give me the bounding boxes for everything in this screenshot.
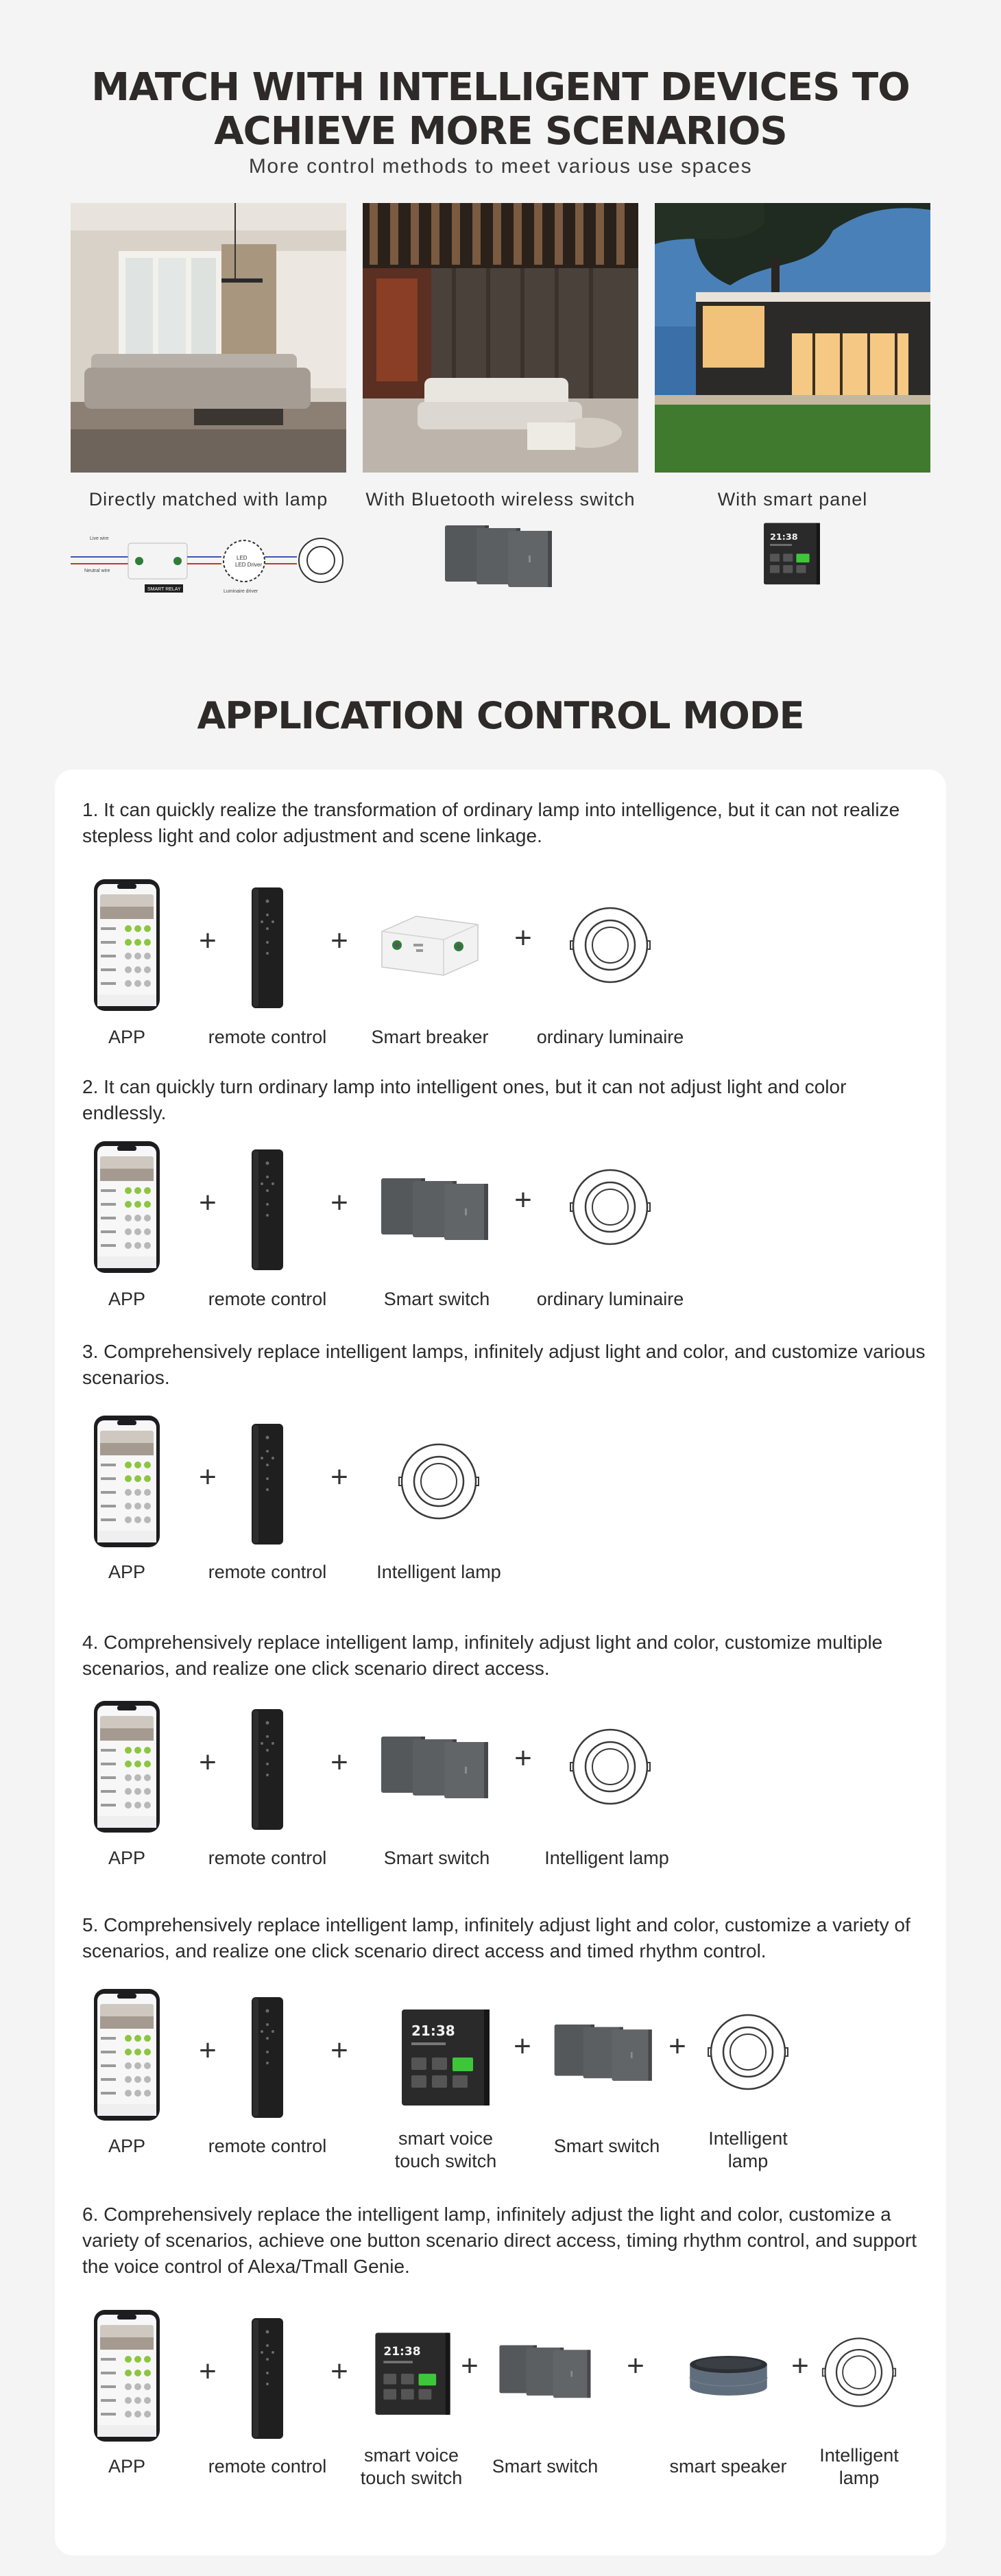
smart-panel-icon — [761, 521, 823, 587]
downlight-icon — [707, 2011, 789, 2093]
application-card — [55, 770, 946, 2555]
smart-switch-icon — [442, 521, 559, 590]
smart-panel-icon — [372, 2330, 454, 2418]
smart-switch-icon — [497, 2341, 596, 2400]
mode-4-remote-label: remote control — [208, 1848, 327, 1868]
mode-6-app-label: APP — [108, 2456, 146, 2477]
phone-app-icon — [93, 878, 161, 1012]
mode-4-app-label: APP — [108, 1848, 146, 1868]
mode-1-app-label: APP — [108, 1027, 146, 1047]
plus-sign: + — [199, 924, 217, 957]
mode-2-app — [93, 1140, 161, 1274]
mode-2-remote-label: remote control — [208, 1289, 327, 1309]
remote-control-icon — [250, 886, 285, 1010]
phone-app-icon — [93, 2309, 161, 2443]
smart-breaker-icon — [375, 904, 485, 979]
mode-1-remote-label: remote control — [208, 1027, 327, 1047]
plus-sign: + — [514, 1183, 532, 1217]
smart-panel-image — [761, 521, 823, 587]
plus-sign: + — [199, 1460, 217, 1494]
downlight-icon — [821, 2335, 897, 2410]
mode-6-panel — [372, 2330, 454, 2418]
scenario-caption-bluetooth: With Bluetooth wireless switch — [365, 489, 636, 510]
mode-1-remote — [250, 886, 285, 1010]
mode-5-remote — [250, 1996, 285, 2119]
remote-control-icon — [250, 2317, 285, 2440]
mode-6-speaker-label: smart speaker — [669, 2456, 787, 2477]
plus-sign: + — [514, 921, 532, 955]
mode-3-remote-label: remote control — [208, 1562, 327, 1582]
mode-1-lamp-label: ordinary luminaire — [536, 1027, 684, 1047]
smart-relay-label: SMART RELAY — [147, 587, 181, 592]
phone-app-icon — [93, 1988, 161, 2122]
mode-5-remote-label: remote control — [208, 2136, 327, 2156]
mode-3-remote — [250, 1422, 285, 1546]
mode-3-lamp-label: Intelligent lamp — [376, 1562, 501, 1582]
mode-1-breaker — [375, 904, 485, 979]
mode-6-speaker — [686, 2351, 771, 2400]
page-subtitle: More control methods to meet various use spaces — [248, 155, 753, 178]
plus-sign: + — [330, 1460, 348, 1494]
mode-2-switch-label: Smart switch — [383, 1289, 490, 1309]
smart-panel-icon — [398, 2007, 494, 2110]
mode-2-switch — [378, 1174, 495, 1243]
mode-1-lamp — [569, 904, 651, 986]
house-exterior-photo — [655, 203, 930, 473]
remote-control-icon — [250, 1996, 285, 2119]
mode-5-switch-label: Smart switch — [553, 2136, 660, 2156]
plus-sign: + — [199, 1186, 217, 1219]
mode-5-panel-label: smart voice touch switch — [394, 2128, 497, 2171]
phone-app-icon — [93, 1140, 161, 1274]
plus-sign: + — [461, 2349, 479, 2383]
mode-5-app-label: APP — [108, 2136, 146, 2156]
mode-6-remote — [250, 2317, 285, 2440]
mode-5-lamp-label: Intelligent lamp — [708, 2128, 788, 2171]
mode-4-lamp — [569, 1726, 651, 1808]
mode-5-app — [93, 1988, 161, 2122]
mode-1-app — [93, 878, 161, 1012]
mode-5-panel — [398, 2007, 494, 2110]
mode-4-remote — [250, 1708, 285, 1831]
mode-3-app — [93, 1414, 161, 1549]
plus-sign: + — [514, 2029, 531, 2063]
smart-switch-icon — [378, 1732, 495, 1801]
plus-sign: + — [199, 2034, 217, 2067]
mode-2-lamp — [569, 1166, 651, 1248]
mode-3-description: 3. Comprehensively replace intelligent lamps, infinitely adjust light and color, and customize various scenarios. — [82, 1341, 926, 1388]
smart-switch-icon — [552, 2020, 658, 2084]
mode-6-app — [93, 2309, 161, 2443]
mode-3-app-label: APP — [108, 1562, 146, 1582]
mode-2-app-label: APP — [108, 1289, 146, 1309]
mode-6-lamp — [821, 2335, 897, 2410]
smart-switch-icon — [378, 1174, 495, 1243]
plus-sign: + — [199, 2354, 217, 2388]
mode-2-description: 2. It can quickly turn ordinary lamp into intelligent ones, but it can not adjust light and color endlessly. — [82, 1076, 847, 1123]
plus-sign: + — [627, 2349, 644, 2383]
page-title-line2: ACHIEVE MORE SCENARIOS — [214, 109, 787, 154]
mode-6-panel-label: smart voice touch switch — [360, 2445, 463, 2488]
remote-control-icon — [250, 1422, 285, 1546]
led-driver-label: LED Driver — [235, 562, 263, 568]
wiring-diagram — [71, 529, 346, 597]
plus-sign: + — [668, 2029, 686, 2063]
phone-app-icon — [93, 1414, 161, 1549]
phone-app-icon — [93, 1700, 161, 1834]
mode-5-description: 5. Comprehensively replace intelligent lamp, infinitely adjust light and color, customize a variety of scenarios, and realize one click scenario direct access and timed rhythm control. — [82, 1914, 910, 1961]
mode-2-remote — [250, 1148, 285, 1272]
mode-4-description: 4. Comprehensively replace intelligent lamp, infinitely adjust light and color, customize multiple scenarios, and realize one click scenario direct access. — [82, 1632, 883, 1679]
mode-5-lamp — [707, 2011, 789, 2093]
application-title: APPLICATION CONTROL MODE — [197, 694, 804, 737]
mode-6-remote-label: remote control — [208, 2456, 327, 2477]
mode-6-lamp-label: Intelligent lamp — [819, 2445, 899, 2488]
mode-6-switch — [497, 2341, 596, 2400]
live-wire-label: Live wire — [90, 536, 109, 541]
smart-speaker-icon — [686, 2351, 771, 2400]
plus-sign: + — [199, 1745, 217, 1779]
plus-sign: + — [791, 2349, 809, 2383]
living-room-photo — [71, 203, 346, 473]
mode-4-lamp-label: Intelligent lamp — [544, 1848, 669, 1868]
mode-4-switch — [378, 1732, 495, 1801]
mode-6-description: 6. Comprehensively replace the intelligent lamp, infinitely adjust the light and color, customize a variety of scenarios, achieve one button scenario direct access, timing rhythm control, and support the voice control of Alexa/Tmall Genie. — [82, 2204, 917, 2277]
downlight-icon — [569, 1166, 651, 1248]
bluetooth-switch-image — [442, 521, 559, 590]
remote-control-icon — [250, 1148, 285, 1272]
plus-sign: + — [330, 2354, 348, 2388]
downlight-icon — [569, 1726, 651, 1808]
wood-room-photo — [363, 203, 638, 473]
mode-3-lamp — [398, 1440, 480, 1523]
page-title — [0, 66, 1001, 154]
plus-sign: + — [330, 1186, 348, 1219]
svg-text:LED: LED — [237, 555, 248, 561]
downlight-icon — [569, 904, 651, 986]
plus-sign: + — [330, 1745, 348, 1779]
mode-6-switch-label: Smart switch — [492, 2456, 599, 2477]
mode-4-app — [93, 1700, 161, 1834]
mode-4-switch-label: Smart switch — [383, 1848, 490, 1868]
neutral-wire-label: Neutral wire — [84, 569, 110, 573]
mode-5-switch — [552, 2020, 658, 2084]
plus-sign: + — [330, 924, 348, 957]
plus-sign: + — [330, 2034, 348, 2067]
remote-control-icon — [250, 1708, 285, 1831]
scenario-caption-panel: With smart panel — [717, 489, 868, 510]
scenario-caption-lamp: Directly matched with lamp — [88, 489, 328, 510]
mode-1-breaker-label: Smart breaker — [371, 1027, 489, 1047]
luminaire-driver-label: Luminaire driver — [224, 589, 258, 594]
mode-2-lamp-label: ordinary luminaire — [536, 1289, 684, 1309]
mode-1-description: 1. It can quickly realize the transformation of ordinary lamp into intelligence, but it can not realize stepless light and color adjustment and scene linkage. — [82, 799, 900, 846]
plus-sign: + — [514, 1741, 532, 1775]
page-title-line1: MATCH WITH INTELLIGENT DEVICES TO — [91, 65, 910, 110]
downlight-icon — [398, 1440, 480, 1523]
